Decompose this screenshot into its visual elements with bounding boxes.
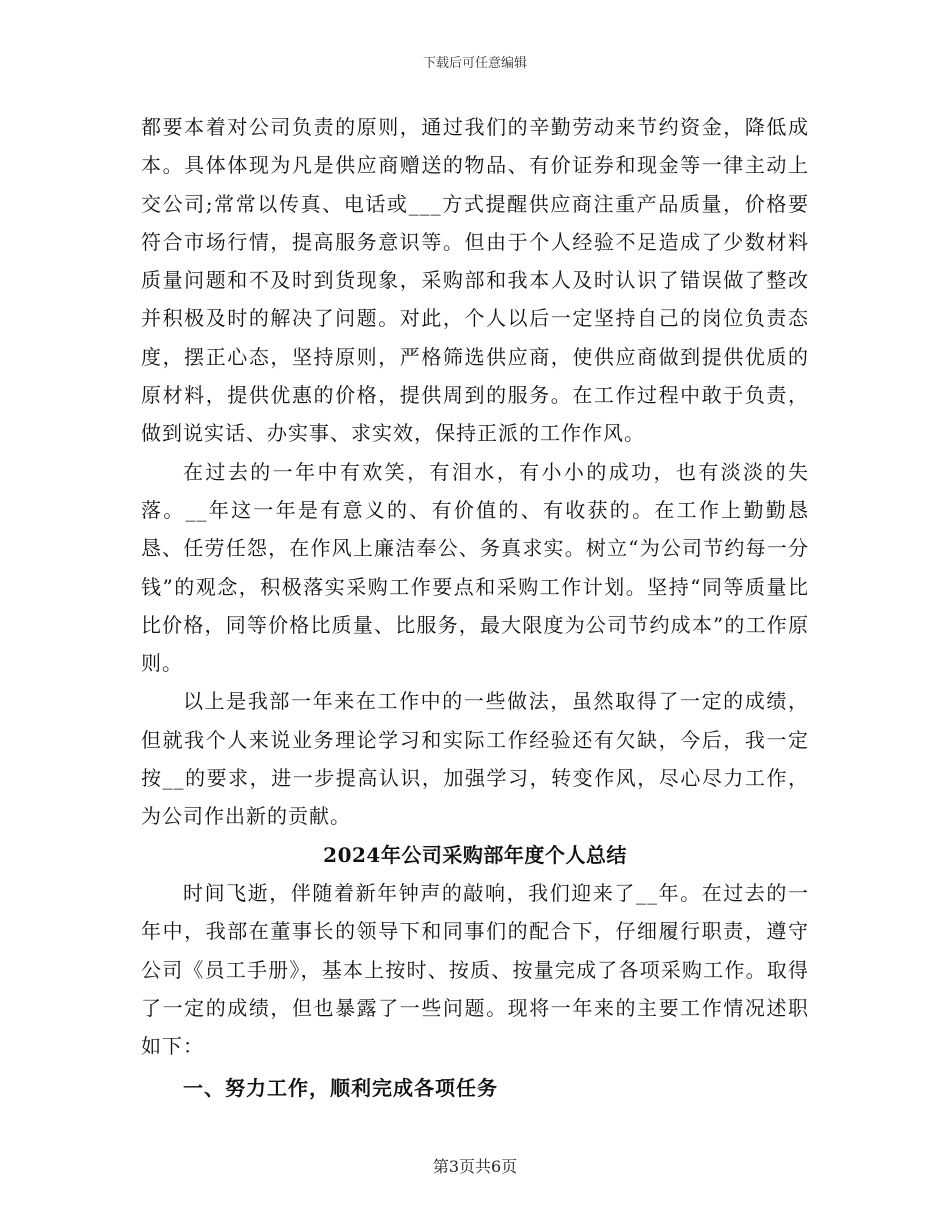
- page-footer: 第3页共6页: [432, 1157, 518, 1176]
- section-heading: 一、努力工作，顺利完成各项任务: [183, 1076, 498, 1101]
- paragraph-reflection: 在过去的一年中有欢笑，有泪水，有小小的成功，也有淡淡的失落。__年这一年是有意义的、有价值的、有收获的。在工作上勤勤恳恳、任劳任怨，在作风上廉洁奉公、务真求实。树立“为公司节约每一分钱”的观念，积极落实采购工作要点和采购工作计划。坚持“同等质量比比价格，同等价格比质量、比服务，最大限度为公司节约成本”的工作原则。: [141, 459, 809, 676]
- paragraph-introduction: 时间飞逝，伴随着新年钟声的敲响，我们迎来了__年。在过去的一年中，我部在董事长的领导下和同事们的配合下，仔细履行职责，遵守公司《员工手册》，基本上按时、按质、按量完成了各项采购工作。取得了一定的成绩，但也暴露了一些问题。现将一年来的主要工作情况述职如下：: [141, 880, 809, 1059]
- paragraph-continuation: 都要本着对公司负责的原则，通过我们的辛勤劳动来节约资金，降低成本。具体体现为凡是供应商赠送的物品、有价证券和现金等一律主动上交公司;常常以传真、电话或___方式提醒供应商注重产品质量，价格要符合市场行情，提高服务意识等。但由于个人经验不足造成了少数材料质量问题和不及时到货现象，采购部和我本人及时认识了错误做了整改并积极及时的解决了问题。对此，个人以后一定坚持自己的岗位负责态度，摆正心态，坚持原则，严格筛选供应商，使供应商做到提供优质的原材料，提供优惠的价格，提供周到的服务。在工作过程中敢于负责，做到说实话、办实事、求实效，保持正派的工作作风。: [141, 115, 809, 446]
- paragraph-conclusion: 以上是我部一年来在工作中的一些做法，虽然取得了一定的成绩，但就我个人来说业务理论学习和实际工作经验还有欠缺，今后，我一定按__的要求，进一步提高认识，加强学习，转变作风，尽心尽力工作，为公司作出新的贡献。: [141, 689, 809, 829]
- page-header: 下载后可任意编辑: [422, 56, 527, 71]
- document-title: 2024年公司采购部年度个人总结: [323, 842, 627, 867]
- document-body: [141, 108, 809, 1108]
